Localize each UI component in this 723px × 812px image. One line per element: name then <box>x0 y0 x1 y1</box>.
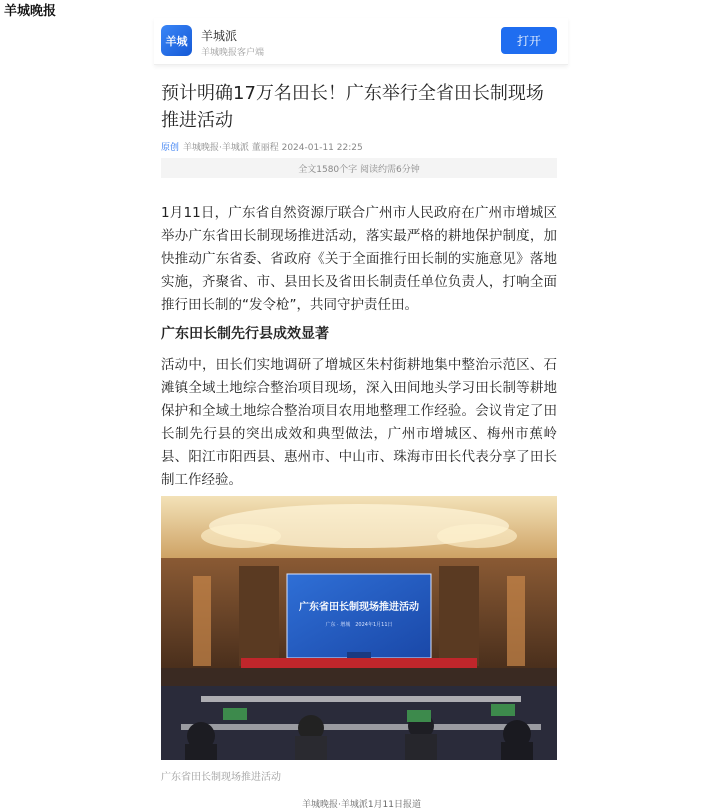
photo-caption: 广东省田长制现场推进活动 <box>161 772 281 783</box>
article-meta <box>161 140 363 153</box>
article-source[interactable]: 羊城晚报·羊城派 董丽程 2024-01-11 22:25 <box>183 143 363 153</box>
word-count-bar: 全文1580个字 阅读约需6分钟 <box>161 158 557 178</box>
conference-hall-image <box>161 496 557 760</box>
open-app-button[interactable]: 打开 <box>501 27 557 54</box>
app-download-bar <box>154 18 568 65</box>
article-paragraph-1: 1月11日，广东省自然资源厅联合广州市人民政府在广州市增城区举办广东省田长制现场推进活动，落实最严格的耕地保护制度，加快推动广东省委、省政府《关于全面推行田长制的实施意见》落地实施，齐聚省、市、县田长及省田长制责任单位负责人，打响全面推行田长制的“发令枪”，共同守护责任田。 <box>161 205 557 313</box>
article-photo[interactable] <box>161 496 557 760</box>
original-badge: 原创 <box>161 143 180 153</box>
app-subtitle: 羊城晚报客户端 <box>201 48 265 58</box>
article-paragraph-2: 活动中，田长们实地调研了增城区朱村街耕地集中整治示范区、石滩镇全域土地综合整治项目现场，深入田间地头学习田长制等耕地保护和全域土地综合整治项目农用地整理工作经验。会议肯定了田长制先行县的突出成效和典型做法，广州市增城区、梅州市蕉岭县、阳江市阳西县、惠州市、中山市、珠海市田长代表分享了田长制工作经验。 <box>161 357 557 488</box>
article-title: 预计明确17万名田长！广东举行全省田长制现场推进活动 <box>161 83 544 131</box>
screen-subtitle-text: 广东 · 增城 2024年1月11日 <box>325 622 393 628</box>
screen-title-text: 广东省田长制现场推进活动 <box>299 602 419 613</box>
app-name: 羊城派 <box>201 29 238 43</box>
page-footer: 羊城晚报·羊城派1月11日报道 <box>301 800 422 810</box>
site-name: 羊城晚报 <box>4 4 57 19</box>
app-logo-icon: 羊城 <box>161 25 192 56</box>
article-subheading: 广东田长制先行县成效显著 <box>161 326 329 342</box>
article-card <box>154 18 568 783</box>
